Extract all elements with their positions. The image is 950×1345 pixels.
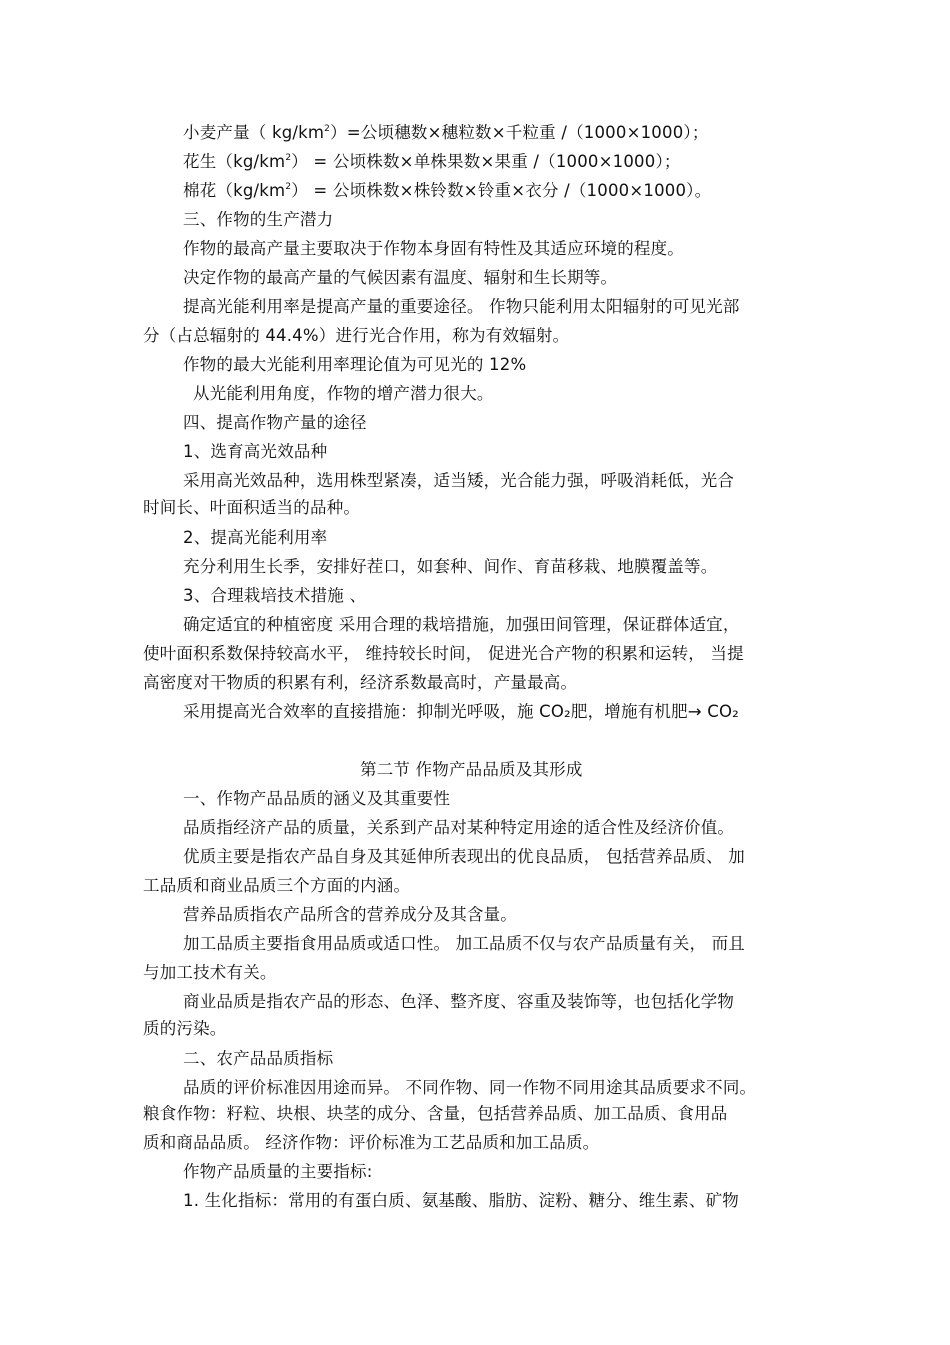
subheading: 2、提高光能利用率 — [183, 528, 328, 547]
section-title: 第二节 作物产品品质及其形成 — [360, 760, 583, 779]
paragraph-continuation: 粮食作物：籽粒、块根、块茎的成分、含量，包括营养品质、加工品质、食用品 — [143, 1104, 728, 1123]
paragraph: 优质主要是指农产品自身及其延伸所表现出的优良品质， 包括营养品质、 加 — [183, 847, 745, 866]
formula-cotton-sup: 2 — [285, 182, 292, 192]
paragraph: 从光能利用角度，作物的增产潜力很大。 — [193, 384, 494, 403]
paragraph: 提高光能利用率是提高产量的重要途径。 作物只能利用太阳辐射的可见光部 — [183, 297, 740, 316]
formula-wheat — [183, 123, 709, 143]
paragraph: 确定适宜的种植密度 采用合理的栽培措施，加强田间管理，保证群体适宜， — [183, 615, 740, 634]
heading-quality-meaning: 一、作物产品品质的涵义及其重要性 — [183, 789, 451, 808]
paragraph: 品质的评价标准因用途而异。 不同作物、同一作物不同用途其品质要求不同。 — [183, 1078, 757, 1097]
paragraph-continuation: 高密度对干物质的积累有利，经济系数最高时，产量最高。 — [143, 673, 578, 692]
paragraph-continuation: 时间长、叶面积适当的品种。 — [143, 498, 361, 517]
paragraph: 采用高光效品种，选用株型紧凑，适当矮，光合能力强，呼吸消耗低，光合 — [183, 471, 735, 490]
paragraph-continuation: 与加工技术有关。 — [143, 963, 277, 982]
paragraph: 充分利用生长季，安排好茬口，如套种、间作、育苗移栽、地膜覆盖等。 — [183, 557, 718, 576]
heading-yield-improvement: 四、提高作物产量的途径 — [183, 413, 367, 432]
formula-peanut-sup: 2 — [285, 153, 292, 163]
paragraph: 营养品质指农产品所含的营养成分及其含量。 — [183, 905, 517, 924]
paragraph-continuation: 质的污染。 — [143, 1019, 227, 1038]
paragraph-continuation: 使叶面积系数保持较高水平， 维持较长时间， 促进光合产物的积累和运转， 当提 — [143, 644, 744, 663]
formula-peanut-suffix: ） = 公顷株数×单株果数×果重 /（1000×1000）； — [291, 152, 681, 171]
subheading: 1、选育高光效品种 — [183, 442, 328, 461]
paragraph: 品质指经济产品的质量，关系到产品对某种特定用途的适合性及经济价值。 — [183, 818, 735, 837]
heading-quality-indicators: 二、农产品品质指标 — [183, 1049, 334, 1068]
formula-cotton — [183, 181, 711, 201]
paragraph: 作物产品质量的主要指标: — [183, 1162, 373, 1181]
formula-wheat-suffix: ）=公顷穗数×穗粒数×千粒重 /（1000×1000）； — [330, 123, 709, 142]
paragraph: 加工品质主要指食用品质或适口性。 加工品质不仅与农产品质量有关， 而且 — [183, 934, 745, 953]
formula-wheat-prefix: 小麦产量（ kg/km — [183, 123, 325, 142]
formula-cotton-suffix: ） = 公顷株数×株铃数×铃重×衣分 /（1000×1000）。 — [291, 181, 712, 200]
paragraph: 作物的最大光能利用率理论值为可见光的 12% — [183, 355, 527, 374]
paragraph: 作物的最高产量主要取决于作物本身固有特性及其适应环境的程度。 — [183, 239, 684, 258]
paragraph-continuation: 工品质和商业品质三个方面的内涵。 — [143, 876, 411, 895]
formula-peanut-prefix: 花生（kg/km — [183, 152, 286, 171]
paragraph: 1. 生化指标：常用的有蛋白质、氨基酸、脂肪、淀粉、糖分、维生素、矿物 — [183, 1191, 739, 1210]
heading-production-potential: 三、作物的生产潜力 — [183, 210, 334, 229]
paragraph: 商业品质是指农产品的形态、色泽、整齐度、容重及装饰等，也包括化学物 — [183, 992, 735, 1011]
subheading: 3、合理栽培技术措施 、 — [183, 586, 367, 605]
formula-wheat-sup: 2 — [324, 124, 331, 134]
paragraph: 决定作物的最高产量的气候因素有温度、辐射和生长期等。 — [183, 268, 618, 287]
paragraph-continuation: 质和商品品质。 经济作物：评价标准为工艺品质和加工品质。 — [143, 1133, 600, 1152]
formula-peanut — [183, 152, 681, 172]
paragraph: 采用提高光合效率的直接措施：抑制光呼吸，施 CO₂肥，增施有机肥→ CO₂ — [183, 702, 739, 721]
paragraph-continuation: 分（占总辐射的 44.4%）进行光合作用，称为有效辐射。 — [143, 326, 570, 345]
formula-cotton-prefix: 棉花（kg/km — [183, 181, 286, 200]
